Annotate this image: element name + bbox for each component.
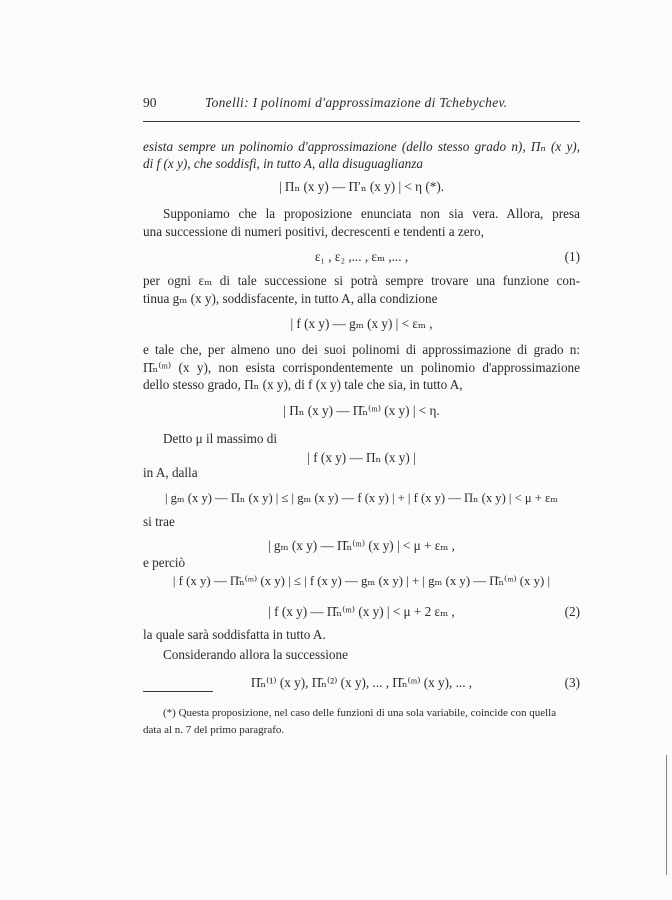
formula: Π̄ₙ⁽¹⁾ (x y), Π̄ₙ⁽²⁾ (x y), ... , Π̄ₙ⁽ᵐ⁾ (x y), ... ,	[250, 675, 473, 690]
equation-number: (3)	[564, 675, 580, 690]
running-title: Tonelli: I polinomi d'approssimazione di Tchebychev.	[205, 95, 508, 110]
formula: | Πₙ (x y) — Π′ₙ (x y) | < η (*).	[278, 179, 445, 194]
text-line: tinua gₘ (x y), soddisfacente, in tutto A, alla condizione	[143, 291, 438, 306]
text-line: la quale sarà soddisfatta in tutto A.	[143, 627, 326, 642]
formula: | f (x y) — Πₙ (x y) |	[307, 450, 416, 465]
footnote-line: (*) Questa proposizione, nel caso delle funzioni di una sola variabile, coincide con quella	[163, 707, 557, 719]
text-line: e perciò	[143, 555, 186, 570]
equation-number: (2)	[564, 604, 580, 619]
text-line: Π̄ₙ⁽ᵐ⁾ (x y), non esista corrispondentemente un polinomio d'approssimazione	[143, 360, 580, 375]
formula: | f (x y) — Π̄ₙ⁽ᵐ⁾ (x y) | < μ + 2 εₘ ,	[268, 604, 455, 619]
equation-number: (1)	[564, 249, 580, 264]
footnote-rule	[143, 691, 213, 692]
text-line: e tale che, per almeno uno dei suoi polinomi di approssimazione di grado n:	[143, 342, 580, 357]
scan-edge-mark	[666, 755, 667, 875]
text-line: si trae	[143, 514, 175, 529]
text-line: di f (x y), che soddisfi, in tutto A, alla disuguaglianza	[143, 156, 423, 171]
text-line: Detto μ il massimo di	[163, 431, 278, 446]
formula: | f (x y) — gₘ (x y) | < εₘ ,	[290, 316, 433, 331]
formula: ε₁ , ε₂ ,... , εₘ ,... ,	[314, 249, 409, 264]
text-line: per ogni εₘ di tale successione si potrà sempre trovare una funzione con-	[143, 273, 580, 288]
text-line: Considerando allora la successione	[163, 647, 348, 662]
footnote-line: data al n. 7 del primo paragrafo.	[143, 724, 285, 736]
text-line: una successione di numeri positivi, decrescenti e tendenti a zero,	[143, 224, 484, 239]
formula: | gₘ (x y) — Π̄ₙ⁽ᵐ⁾ (x y) | < μ + εₘ ,	[268, 538, 455, 553]
formula: | f (x y) — Π̄ₙ⁽ᵐ⁾ (x y) | ≤ | f (x y) — gₘ (x y) | + | gₘ (x y) — Π̄ₙ⁽ᵐ⁾ (x y) |	[172, 574, 551, 588]
text-line: dello stesso grado, Πₙ (x y), di f (x y) tale che sia, in tutto A,	[143, 377, 463, 392]
formula: | gₘ (x y) — Πₙ (x y) | ≤ | gₘ (x y) — f (x y) | + | f (x y) — Πₙ (x y) | < μ + εₘ	[164, 491, 559, 505]
text-line: esista sempre un polinomio d'approssimazione (dello stesso grado n), Πₙ (x y),	[143, 139, 580, 154]
page-number: 90	[143, 95, 157, 110]
header-rule	[143, 121, 580, 122]
formula: | Πₙ (x y) — Π̄ₙ⁽ᵐ⁾ (x y) | < η.	[283, 403, 440, 418]
text-line: Supponiamo che la proposizione enunciata non sia vera. Allora, presa	[163, 206, 580, 221]
text-line: in A, dalla	[143, 465, 198, 480]
